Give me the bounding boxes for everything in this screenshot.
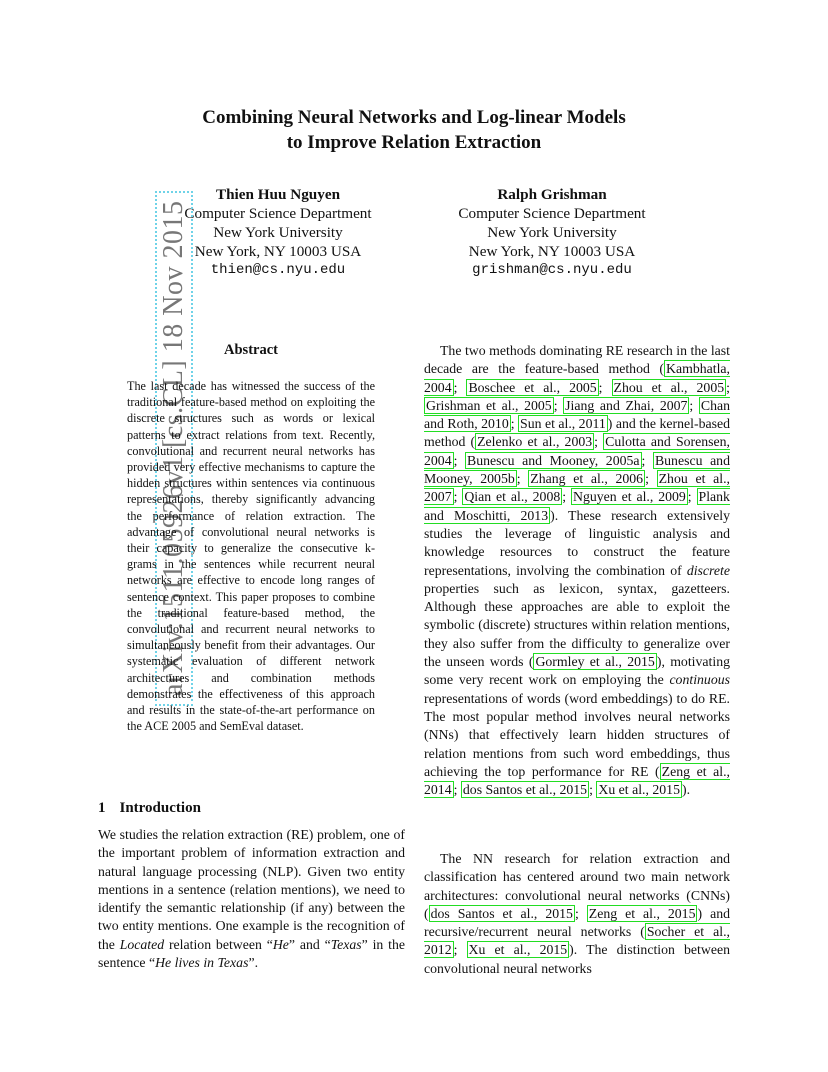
abstract-text: The last decade has witnessed the success of the traditional feature-based method on exploiting the discrete structures such as words or lexical patterns to extract relations from text. Recently, convolutional and recurrent neural networks has provided very effective mechanisms to capture the hidden structures within sentences via continuous representations, thereby significantly advancing the performance of relation extraction. The advantage of convolutional neural networks is their capacity to generalize the consecutive k-grams in the sentences while recurrent neural networks are effective to encode long ranges of sentence context. This paper proposes to combine the traditional feature-based method, the convolutional and recurrent neural networks to simultaneously benefit from their advantages. Our systematic evaluation of different network architectures and combination methods demonstrates the effectiveness of this approach and results in the state-of-the-art performance on the ACE 2005 and SemEval dataset. bbox=[127, 379, 375, 734]
citation-link[interactable]: Nguyen et al., 2009 bbox=[573, 489, 686, 505]
text-run: ; bbox=[453, 489, 463, 505]
author-email: thien@cs.nyu.edu bbox=[210, 262, 346, 278]
citation-link[interactable]: Zhou et al., 2007 bbox=[424, 471, 730, 505]
text-run: ; bbox=[645, 471, 657, 487]
section-number: 1 bbox=[98, 800, 106, 816]
citation-link[interactable]: Xu et al., 2015 bbox=[468, 942, 568, 958]
author-dept: Computer Science Department bbox=[184, 205, 372, 222]
text-run: relation between “ bbox=[164, 936, 273, 952]
citation-link[interactable]: Zhang et al., 2006 bbox=[530, 471, 644, 487]
citation-link[interactable]: Qian et al., 2008 bbox=[464, 489, 561, 505]
text-run: The two methods dominating RE research in the last decade are the feature-based method ( bbox=[424, 343, 730, 377]
author-address: New York, NY 10003 USA bbox=[194, 243, 362, 260]
intro-paragraph bbox=[98, 826, 405, 972]
citation-link[interactable]: Jiang and Zhai, 2007 bbox=[565, 397, 688, 413]
emphasis: He bbox=[272, 936, 289, 952]
text-run: ), motivating some very recent work on employing the bbox=[424, 654, 730, 688]
emphasis: continuous bbox=[669, 672, 730, 688]
text-run: ; bbox=[574, 905, 587, 921]
paper-title bbox=[100, 105, 728, 155]
citation-link[interactable]: Kambhatla, 2004 bbox=[424, 361, 730, 395]
text-run: ; bbox=[553, 397, 564, 413]
citation-link[interactable]: Culotta and Sorensen, 2004 bbox=[424, 434, 730, 468]
abstract-heading: Abstract bbox=[224, 342, 278, 358]
text-run: ; bbox=[594, 434, 604, 450]
right-paragraph-2 bbox=[424, 850, 730, 978]
citation-link[interactable]: Socher et al., 2012 bbox=[424, 924, 731, 958]
emphasis: Located bbox=[119, 936, 165, 952]
text-run: ” and “ bbox=[288, 936, 331, 952]
author-univ: New York University bbox=[213, 224, 343, 241]
citation-link[interactable]: dos Santos et al., 2015 bbox=[462, 782, 588, 798]
text-run: ; bbox=[453, 452, 466, 468]
citation-link[interactable]: Zhou et al., 2005 bbox=[613, 379, 725, 395]
citation-link[interactable]: Grishman et al., 2005 bbox=[426, 397, 552, 413]
citation-link[interactable]: Zeng et al., 2014 bbox=[424, 763, 730, 798]
citation-link[interactable]: Bunescu and Mooney, 2005b bbox=[424, 452, 730, 487]
author-name: Thien Huu Nguyen bbox=[215, 186, 341, 203]
text-run: ; bbox=[641, 452, 653, 468]
author-block-2 bbox=[402, 185, 702, 280]
text-run: ). These research extensively studies the leverage of linguistic analysis and knowledge resources to construct the feature representations, involving the combination of bbox=[424, 507, 730, 578]
citation-link[interactable]: Xu et al., 2015 bbox=[598, 782, 680, 798]
text-run: The NN research for relation extraction and classification has centered around two main network architectures: convolutional neural networks (CNNs) ( bbox=[424, 851, 730, 921]
text-run: ; bbox=[562, 489, 571, 505]
text-run: ; bbox=[687, 489, 697, 505]
text-run: ; bbox=[453, 379, 467, 395]
text-run: ; bbox=[516, 471, 529, 487]
citation-link[interactable]: Boschee et al., 2005 bbox=[468, 379, 597, 395]
title-line-2: to Improve Relation Extraction bbox=[286, 132, 542, 153]
section-title: Introduction bbox=[119, 800, 201, 816]
citation-link[interactable]: Zelenko et al., 2003 bbox=[477, 434, 593, 450]
citation-link[interactable]: Sun et al., 2011 bbox=[520, 416, 606, 432]
right-paragraph-1 bbox=[424, 342, 730, 799]
text-run: ”. bbox=[248, 955, 259, 971]
text-run: ; bbox=[689, 397, 699, 413]
emphasis: Texas bbox=[330, 936, 362, 952]
text-run: ; bbox=[598, 379, 612, 395]
author-name: Ralph Grishman bbox=[497, 186, 607, 203]
text-run: ). The distinction between convolutional neural networks bbox=[424, 942, 730, 976]
author-dept: Computer Science Department bbox=[458, 205, 646, 222]
title-line-1: Combining Neural Networks and Log-linear Models bbox=[202, 107, 626, 128]
text-run: ; bbox=[510, 416, 519, 432]
emphasis: discrete bbox=[686, 562, 730, 578]
text-run: We studies the relation extraction (RE) problem, one of the important problem of information extraction and natural language processing (NLP). Given two entity mentions in a sentence (relation mentions), we need to identify the semantic relationship (if any) between the two entity mentions. One example is the recognition of the bbox=[98, 827, 405, 952]
author-univ: New York University bbox=[487, 224, 617, 241]
text-run: ; bbox=[453, 942, 467, 958]
text-run: ; bbox=[589, 782, 597, 798]
text-run: ) and recursive/recurrent neural networks ( bbox=[424, 905, 730, 940]
arxiv-identifier-link[interactable]: arXiv:1511.05926v1 [cs.CL] 18 Nov 2015 bbox=[155, 191, 193, 706]
citation-link[interactable]: Gormley et al., 2015 bbox=[535, 654, 655, 670]
citation-link[interactable]: dos Santos et al., 2015 bbox=[430, 905, 573, 921]
author-email: grishman@cs.nyu.edu bbox=[472, 262, 632, 278]
author-address: New York, NY 10003 USA bbox=[468, 243, 636, 260]
text-run: properties such as lexicon, syntax, gazetteers. Although these approaches are able to exploit the symbolic (discrete) structures within relation mentions, they also suffer from the difficulty to generalize over the unseen words ( bbox=[424, 580, 730, 670]
text-run: ; bbox=[453, 782, 461, 798]
citation-link[interactable]: Plank and Moschitti, 2013 bbox=[424, 489, 730, 523]
citation-link[interactable]: Bunescu and Mooney, 2005a bbox=[467, 452, 640, 468]
text-run: ” in the sentence “ bbox=[98, 936, 406, 971]
section-heading bbox=[98, 800, 201, 817]
emphasis: He lives in Texas bbox=[155, 955, 249, 971]
citation-link[interactable]: Zeng et al., 2015 bbox=[588, 905, 696, 921]
citation-link[interactable]: Chan and Roth, 2010 bbox=[424, 397, 731, 432]
text-run: ). bbox=[681, 782, 691, 798]
text-run: ) and the kernel-based method ( bbox=[424, 416, 730, 450]
text-run: representations of words (word embeddings) to do RE. The most popular method involves neural networks (NNs) that effectively learn hidden structures of relation mentions from such word embeddings, thus achieving the top performance for RE ( bbox=[424, 690, 730, 779]
text-run: ; bbox=[726, 379, 730, 395]
